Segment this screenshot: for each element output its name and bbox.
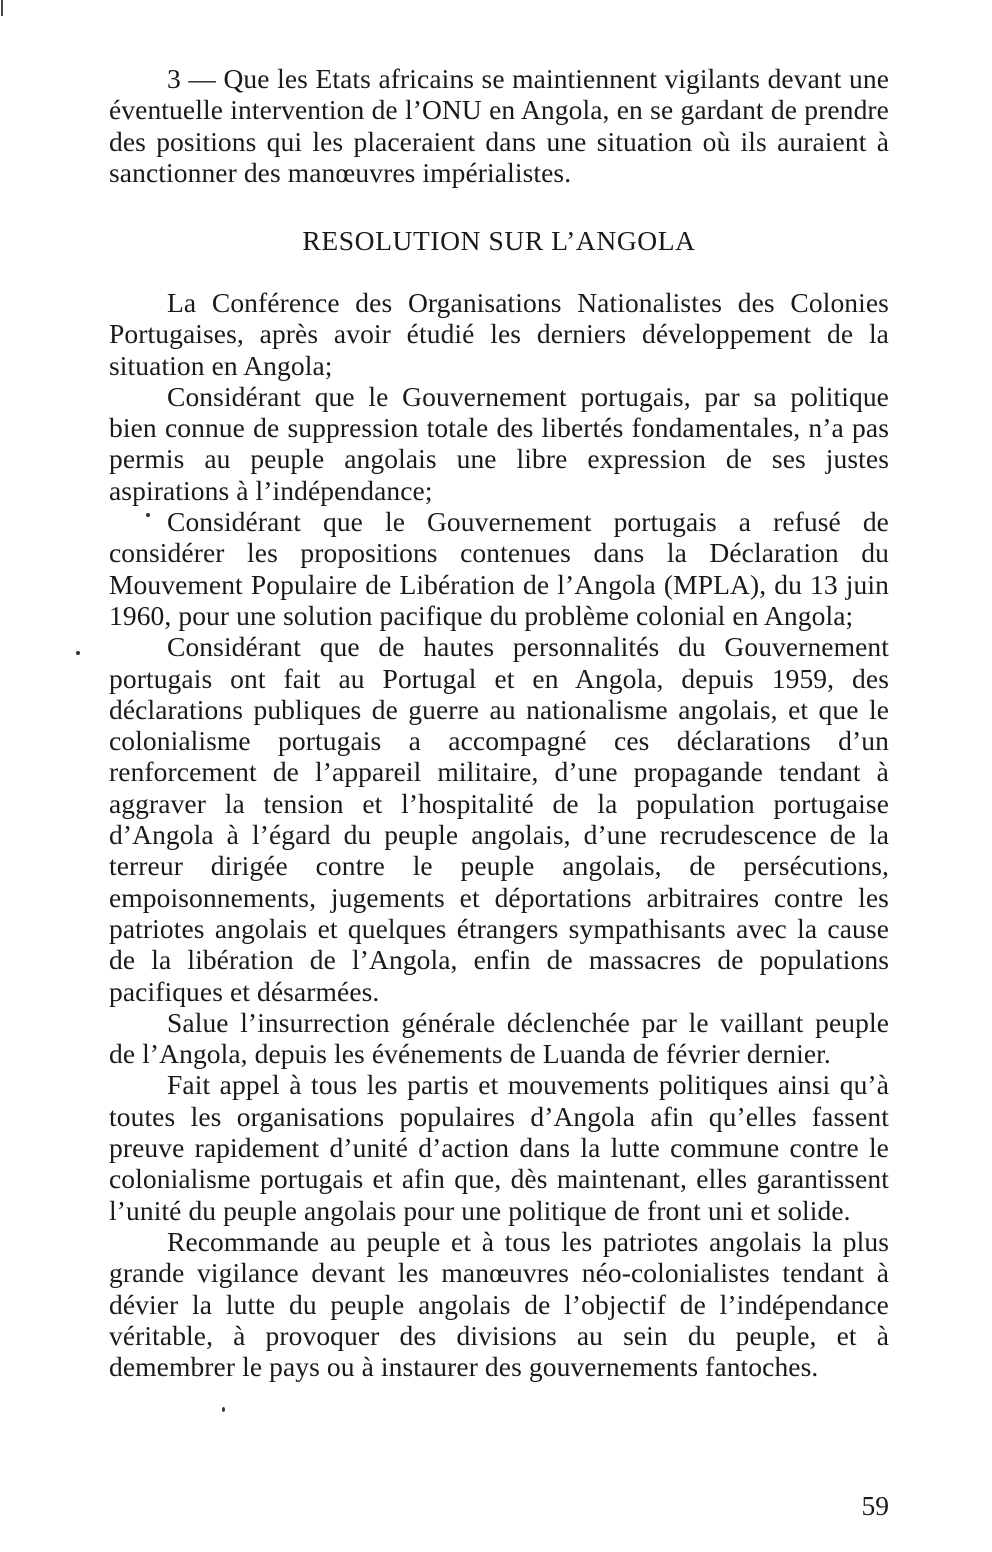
section-heading: RESOLUTION SUR L’ANGOLA	[302, 225, 696, 256]
top-paragraph: 3 — Que les Etats africains se maintiennent vigilants devant une éventuelle intervention de l’ONU en Angola, en se gardant de prendre des positions qui les placeraient dans une situation où ils auraient à sanctionner des manœuvres impérialistes.	[109, 63, 889, 188]
top-text-block	[109, 63, 889, 188]
resolution-paragraph-6: Fait appel à tous les partis et mouvements politiques ainsi qu’à toutes les organisations populaires d’Angola afin qu’elles fassent preuve rapidement d’unité d’action dans la lutte commune contre le colonialisme portugais et afin que, dès maintenant, elles garantissent l’unité du peuple angolais pour une politique de front uni et solide.	[109, 1069, 889, 1226]
resolution-paragraph-1: La Conférence des Organisations Nationalistes des Colonies Portugaises, après avoir étudié les derniers développement de la situation en Angola;	[109, 287, 889, 381]
resolution-paragraph-5: Salue l’insurrection générale déclenchée par le vaillant peuple de l’Angola, depuis les événements de Luanda de février dernier.	[109, 1006, 889, 1070]
scan-speck	[146, 513, 150, 517]
resolution-paragraph-3: Considérant que le Gouvernement portugais a refusé de considérer les propositions contenues dans la Déclaration du Mouvement Populaire de Libération de l’Angola (MPLA), du 13 juin 1960, pour une solution pacifique du problème colonial en Angola;	[109, 506, 889, 631]
page-number: 59	[861, 1490, 889, 1521]
scan-edge-mark	[1, 0, 3, 16]
resolution-paragraph-2: Considérant que le Gouvernement portugais, par sa politique bien connue de suppression totale des libertés fondamentales, n’a pas permis au peuple angolais une libre expression de ses justes aspirations à l’indépendance;	[109, 380, 889, 506]
resolution-paragraph-4: Considérant que de hautes personnalités du Gouvernement portugais ont fait au Portugal et en Angola, depuis 1959, des déclarations publiques de guerre au nationalisme angolais, et que le colonialisme portugais a accompagné ces déclarations d’un renforcement de l’appareil militaire, d’une propagande tendant à aggraver la tension et l’hospitalité de la population portugaise d’Angola à l’égard du peuple angolais, d’une recrudescence de la terreur dirigée contre le peuple angolais, de persécutions, empoisonnements, jugements et déportations arbitraires contre les patriotes angolais et quelques étrangers sympathisants avec la cause de la libération de l’Angola, enfin de massacres de populations pacifiques et désarmées.	[109, 631, 889, 1007]
scan-speck	[222, 1407, 225, 1412]
scan-speck	[76, 651, 80, 655]
resolution-body	[109, 287, 889, 1382]
resolution-paragraph-7: Recommande au peuple et à tous les patriotes angolais la plus grande vigilance devant les manœuvres néo-colonialistes tendant à dévier la lutte du peuple angolais de l’objectif de l’indépendance véritable, à provoquer des divisions au sein du peuple, et à demembrer le pays ou à instaurer des gouvernements fantoches.	[109, 1225, 889, 1383]
